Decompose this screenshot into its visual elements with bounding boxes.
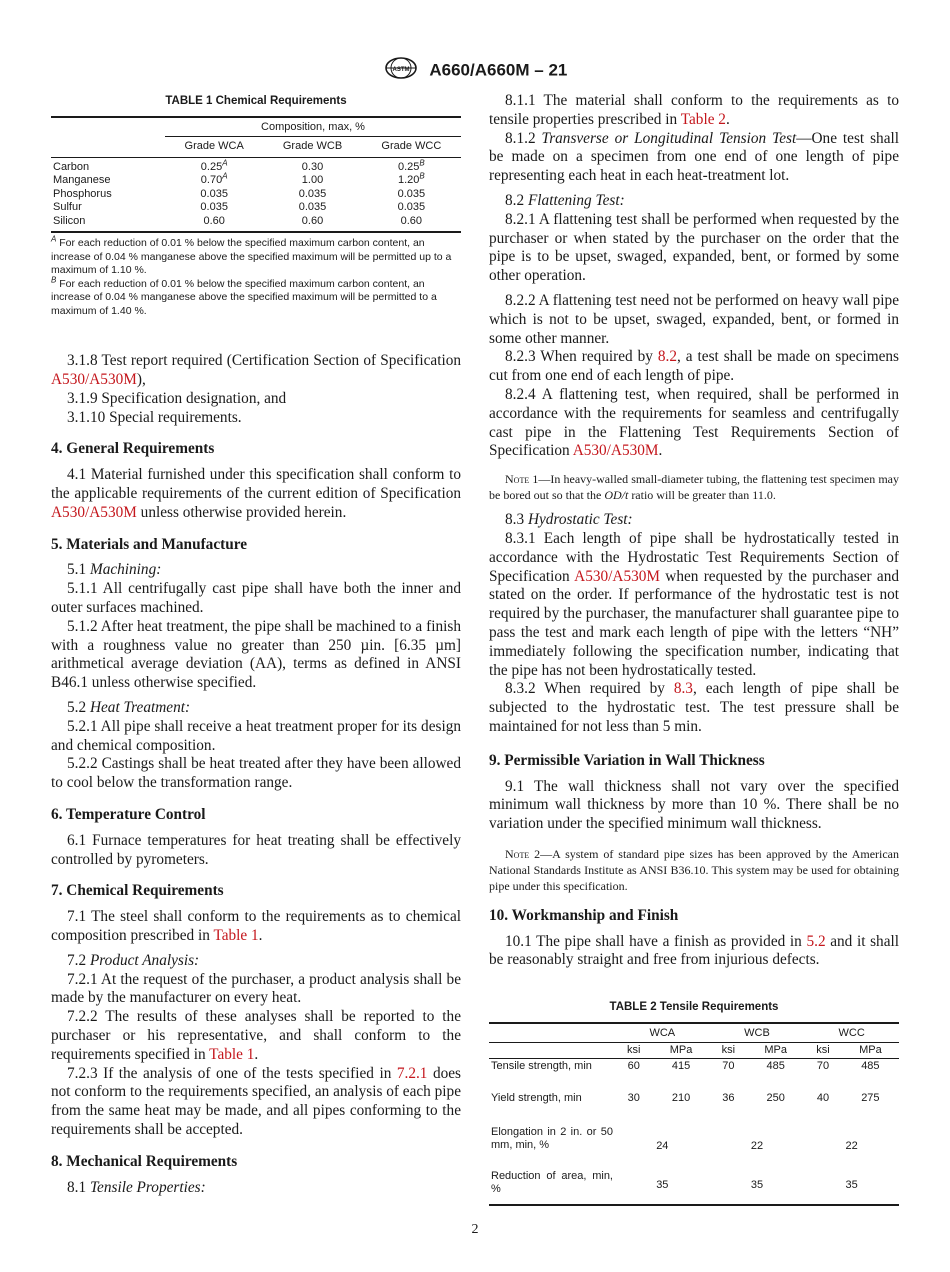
table-row — [51, 215, 461, 233]
table-2-unit: ksi — [816, 1043, 830, 1056]
document-designation: A660/A660M – 21 — [429, 60, 568, 80]
table-2-cell: 35 — [845, 1179, 858, 1192]
table-1-grid — [51, 116, 461, 234]
table-2-cell: 36 — [722, 1091, 735, 1104]
paragraph-6-1: 6.1 Furnace temperatures for heat treating shall be effectively controlled by pyrometers. — [51, 831, 461, 868]
table-1-title: TABLE 1 Chemical Requirements — [165, 95, 347, 107]
table-1-cell: 0.60 — [203, 214, 225, 227]
table-2-grade-header: WCA — [615, 1023, 710, 1042]
table-1 — [51, 92, 461, 318]
paragraph-7-2-1: 7.2.1 At the request of the purchaser, a product analysis shall be made by the manufacturer on every heat. — [51, 970, 461, 1007]
paragraph-5-1-2: 5.1.2 After heat treatment, the pipe shall be machined to a finish with a roughness value no greater than 250 µin. [6.35 µm] arithmetical average deviation (AA), terms as defined in ANSI B46.1 unless otherwise specified. — [51, 617, 461, 692]
table-2-unit: ksi — [721, 1043, 736, 1056]
table-2-cell: 485 — [861, 1060, 880, 1073]
table-2-cell: 485 — [766, 1060, 785, 1073]
spec-link[interactable]: A530/A530M — [51, 371, 137, 389]
table-row — [51, 201, 461, 215]
section-link[interactable]: 8.2 — [657, 348, 678, 366]
table-1-element: Sulfur — [53, 201, 82, 214]
paragraph-7-2: 7.2 Product Analysis: — [67, 951, 200, 969]
table-2-row-label: Yield strength, min — [491, 1091, 582, 1104]
footnote-mark: A — [51, 234, 57, 244]
paragraph-8-2-3: 8.2.3 When required by 8.2, a test shall be made on specimens cut from one end of each length of pipe. — [489, 348, 899, 385]
section-9-heading: 9. Permissible Variation in Wall Thickness — [489, 751, 765, 769]
table-2-cell: 210 — [671, 1091, 691, 1104]
paragraph-4-1: 4.1 Material furnished under this specification shall conform to the applicable requirements of the current edition of Specification A530/A530M unless otherwise provided herein. — [51, 466, 461, 521]
footnote-text: For each reduction of 0.01 % below the specified maximum carbon content, an increase of 0.04 % manganese above the specified maximum will be permitted up to a maximum of 1.10 %. — [51, 237, 452, 277]
section-10-heading: 10. Workmanship and Finish — [489, 906, 679, 924]
table-row — [489, 1125, 899, 1169]
table-row — [51, 157, 461, 174]
right-column — [489, 92, 899, 1206]
table-1-cell: 0.035 — [200, 187, 228, 200]
table-2-cell: 22 — [750, 1139, 764, 1152]
paragraph-8-2-1: 8.2.1 A flattening test shall be performed when requested by the purchaser or when stated by the purchaser on the order that the pipe is to be upset, swaged, expanded, bent, or formed by some other operation. — [489, 210, 899, 285]
paragraph-8-2-2: 8.2.2 A flattening test need not be performed on heavy wall pipe which is not to be upset, swaged, expanded, bent, or formed in some other manner. — [489, 291, 899, 347]
note-2: Note 2—A system of standard pipe sizes has been approved by the American National Standards Institute as ANSI B36.10. This system may be used for obtaining pipe under this specification. — [489, 846, 900, 893]
table-1-cell: 0.035 — [298, 201, 327, 214]
paragraph-5-2-1: 5.2.1 All pipe shall receive a heat treatment proper for its design and chemical composition. — [51, 717, 461, 754]
table-row — [51, 174, 461, 188]
paragraph-10-1: 10.1 The pipe shall have a finish as provided in 5.2 and it shall be reasonably straight and free from injurious defects. — [489, 932, 899, 969]
paragraph-8-1-1: 8.1.1 The material shall conform to the requirements as to tensile properties prescribed in Table 2. — [489, 92, 899, 128]
table-2-cell: 30 — [627, 1091, 640, 1104]
section-link[interactable]: 7.2.1 — [396, 1064, 428, 1082]
table-2-grade-header: WCC — [804, 1023, 899, 1042]
table-2-row-label: Elongation in 2 in. or 50 mm, min, % — [491, 1125, 613, 1152]
table-1-footnote — [51, 275, 461, 319]
table-1-cell: 0.60 — [301, 214, 324, 227]
paragraph-3-1-10: 3.1.10 Special requirements. — [67, 408, 242, 426]
table-1-col-header: Grade WCA — [165, 137, 263, 158]
spec-link[interactable]: A530/A530M — [51, 503, 137, 521]
table-1-col-header: Grade WCB — [263, 137, 361, 158]
paragraph-8-1: 8.1 Tensile Properties: — [67, 1178, 206, 1196]
footnote-text: For each reduction of 0.01 % below the specified maximum carbon content, an increase of 0.04 % manganese above the specified maximum will be permitted to a maximum of 1.40 %. — [51, 277, 437, 317]
paragraph-3-1-8: 3.1.8 Test report required (Certification Section of Specification A530/A530M), — [51, 352, 461, 389]
paragraph-8-3-2: 8.3.2 When required by 8.3, each length of pipe shall be subjected to the hydrostatic test. The test pressure shall be maintained for not less than 5 min. — [489, 680, 899, 735]
table-1-cell: 1.20 — [397, 174, 420, 187]
table-1-element: Silicon — [53, 214, 86, 227]
footnote-mark: B — [419, 158, 425, 168]
footnote-mark: A — [222, 171, 228, 181]
table-1-element: Carbon — [53, 160, 90, 173]
table-2-cell: 40 — [816, 1091, 830, 1104]
table-2-cell: 24 — [656, 1139, 669, 1152]
table-2-unit: MPa — [859, 1043, 882, 1056]
table-2 — [489, 998, 899, 1205]
table-2-cell: 275 — [861, 1091, 880, 1104]
table-1-cell: 0.035 — [298, 187, 327, 200]
paragraph-8-3-1: 8.3.1 Each length of pipe shall be hydrostatically tested in accordance with the Hydrostatic Test Requirements Section of Specification A530/A530M when requested by the purchaser and stated on the order. If performance of the hydrostatic test is not required by the purchaser, the manufacturer shall guarantee pipe to pass the test and mark each length of pipe with the letters “NH” immediately following the specification number, indicating that the pipe has not been hydrostatically tested. — [489, 529, 900, 679]
table-2-cell: 70 — [816, 1060, 830, 1073]
page-header — [0, 56, 950, 85]
table-2-cell: 35 — [750, 1179, 764, 1192]
spec-link[interactable]: A530/A530M — [572, 442, 659, 460]
table-1-cell: 0.25 — [397, 160, 420, 173]
table-1-cell: 0.60 — [400, 214, 423, 227]
table-row — [489, 1091, 899, 1125]
table-1-cell: 1.00 — [301, 174, 324, 187]
table-1-element: Manganese — [53, 174, 111, 187]
table-2-cell: 35 — [656, 1179, 669, 1192]
section-4-heading: 4. General Requirements — [51, 440, 215, 458]
paragraph-9-1: 9.1 The wall thickness shall not vary over the specified minimum wall thickness by more than 10 %. There shall be no variation under the specified minimum wall thickness. — [489, 777, 899, 833]
paragraph-5-1: 5.1 Machining: — [67, 561, 162, 579]
table-2-cell: 415 — [671, 1060, 691, 1073]
paragraph-8-2-4: 8.2.4 A flattening test, when required, shall be performed in accordance with the requirements for seamless and centrifugally cast pipe in the Flattening Test Requirements Section of Specification A530/A530M. — [489, 385, 899, 460]
table-link[interactable]: Table 1 — [213, 927, 259, 945]
paragraph-8-1-2: 8.1.2 Transverse or Longitudinal Tension Test—One test shall be made on a specimen from one end of one length of pipe representing each heat in each heat-treatment lot. — [489, 129, 899, 185]
table-2-cell: 60 — [627, 1060, 640, 1073]
footnote-mark: B — [51, 275, 57, 285]
table-2-row-label: Tensile strength, min — [491, 1060, 592, 1073]
table-row — [489, 1059, 899, 1091]
paragraph-7-1: 7.1 The steel shall conform to the requirements as to chemical composition prescribed in Table 1. — [51, 908, 461, 945]
table-2-cell: 70 — [722, 1060, 735, 1073]
table-2-unit: MPa — [669, 1043, 693, 1056]
table-2-unit: MPa — [764, 1043, 787, 1056]
footnote-mark: A — [222, 158, 228, 168]
table-2-title: TABLE 2 Tensile Requirements — [609, 1001, 779, 1014]
paragraph-5-2-2: 5.2.2 Castings shall be heat treated after they have been allowed to cool below the transformation range. — [51, 755, 461, 792]
table-2-cell: 250 — [766, 1091, 785, 1104]
table-2-grade-header: WCB — [710, 1023, 805, 1042]
table-2-grid — [489, 1022, 899, 1206]
table-1-cell: 0.035 — [200, 201, 228, 214]
paragraph-5-2: 5.2 Heat Treatment: — [67, 699, 191, 717]
section-6-heading: 6. Temperature Control — [51, 806, 206, 824]
paragraph-3-1-9: 3.1.9 Specification designation, and — [67, 389, 287, 407]
section-5-heading: 5. Materials and Manufacture — [51, 535, 248, 553]
table-row — [51, 188, 461, 202]
table-1-cell: 0.035 — [397, 187, 426, 200]
astm-logo-icon — [383, 56, 419, 85]
section-8-heading: 8. Mechanical Requirements — [51, 1152, 238, 1170]
paragraph-5-1-1: 5.1.1 All centrifugally cast pipe shall have both the inner and outer surfaces machined. — [51, 580, 461, 617]
table-link[interactable]: Table 2 — [680, 110, 726, 128]
paragraph-8-2: 8.2 Flattening Test: — [505, 191, 625, 209]
section-link[interactable]: 8.3 — [673, 680, 693, 698]
table-2-cell: 22 — [845, 1139, 858, 1152]
table-1-group-header: Composition, max, % — [165, 117, 461, 137]
table-1-element: Phosphorus — [53, 187, 112, 200]
svg-text:ASTM: ASTM — [392, 67, 410, 73]
table-link[interactable]: Table 1 — [209, 1045, 255, 1063]
paragraph-8-3: 8.3 Hydrostatic Test: — [505, 511, 633, 529]
table-1-footnote — [51, 234, 461, 278]
spec-link[interactable]: A530/A530M — [574, 567, 660, 585]
table-2-unit: ksi — [627, 1043, 641, 1056]
table-1-cell: 0.70 — [200, 174, 223, 187]
page-number: 2 — [471, 1222, 479, 1237]
table-row — [489, 1169, 899, 1205]
footnote-mark: B — [419, 171, 425, 181]
table-1-cell: 0.30 — [301, 160, 324, 173]
table-1-col-header: Grade WCC — [362, 137, 461, 158]
note-1: Note 1—In heavy-walled small-diameter tubing, the flattening test specimen may be bored out so that the OD/t ratio will be greater than 11.0. — [489, 472, 899, 503]
section-link[interactable]: 5.2 — [806, 932, 826, 950]
table-1-cell: 0.25 — [200, 160, 223, 173]
left-column — [51, 92, 461, 1197]
table-1-cell: 0.035 — [397, 201, 426, 214]
table-2-row-label: Reduction of area, min, % — [491, 1169, 613, 1196]
section-7-heading: 7. Chemical Requirements — [51, 882, 224, 900]
paragraph-7-2-2: 7.2.2 The results of these analyses shall be reported to the purchaser or his representative, and shall conform to the requirements specified in Table 1. — [51, 1008, 461, 1063]
paragraph-7-2-3: 7.2.3 If the analysis of one of the tests specified in 7.2.1 does not conform to the requirements specified, an analysis of each pipe from the same heat may be made, and all pipes conforming to the requirements shall be accepted. — [51, 1064, 461, 1138]
